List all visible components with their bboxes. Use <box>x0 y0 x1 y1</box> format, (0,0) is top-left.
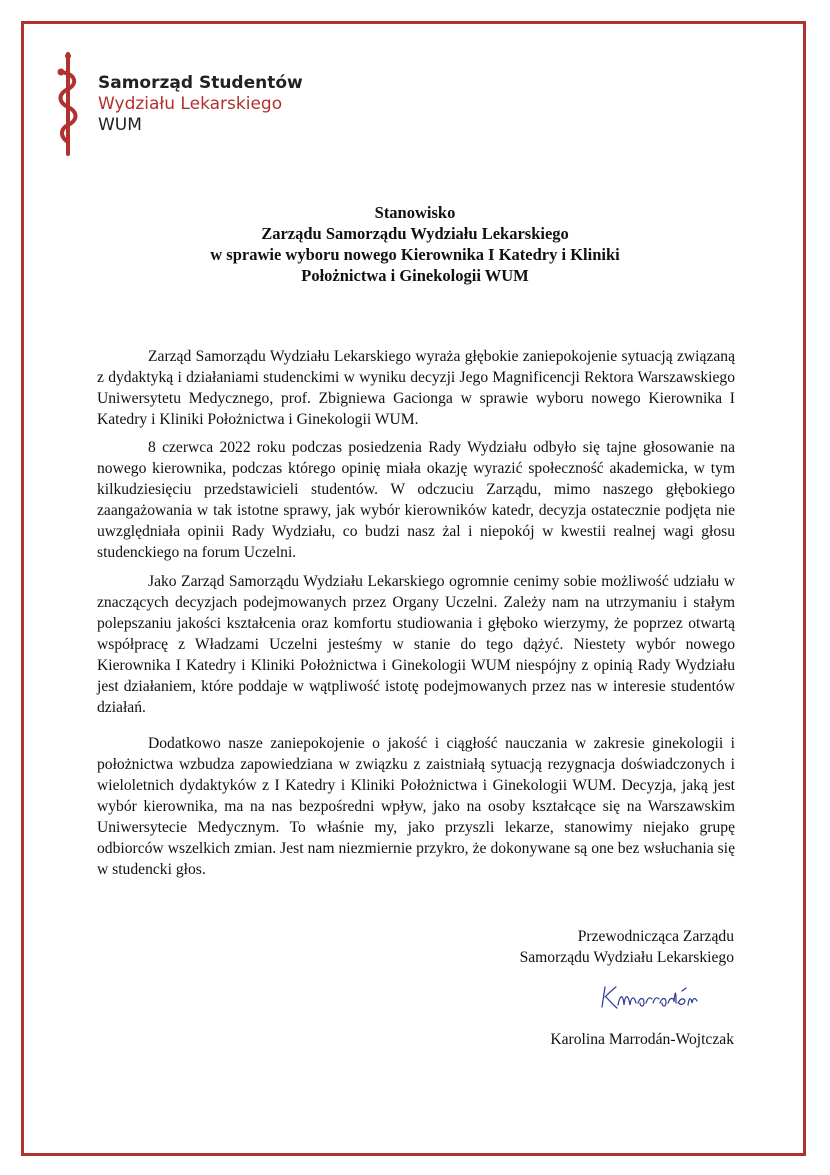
signature-role <box>520 926 734 968</box>
paragraph-text: Jako Zarząd Samorządu Wydziału Lekarskiego ogromnie cenimy sobie możliwość udziału w znaczących decyzjach podejmowanych przez Organy Uczelni. Zależy nam na utrzymaniu i stałym polepszaniu jakości kształcenia oraz komfortu studiowania i głęboko wierzymy, że poprzez otwartą współpracę z Władzami Uczelni jesteśmy w stanie do tego dążyć. Niestety wybór nowego Kierownika I Katedry i Kliniki Położnictwa i Ginekologii WUM niespójny z opinią Rady Wydziału jest działaniem, które poddaje w wątpliwość istotę podejmowanych przez nas w interesie studentów działań. <box>97 573 735 716</box>
handwritten-signature <box>598 983 708 1013</box>
paragraph-3 <box>97 571 735 718</box>
paragraph-1 <box>97 346 735 430</box>
logo-title: Samorząd Studentów <box>98 73 303 93</box>
document-title <box>0 202 830 286</box>
title-line-1: Stanowisko <box>374 203 456 222</box>
role-line-1: Przewodnicząca Zarządu <box>577 928 734 945</box>
logo-wum: WUM <box>98 115 142 135</box>
title-line-2: Zarządu Samorządu Wydziału Lekarskiego <box>261 224 569 243</box>
caduceus-icon <box>52 52 92 156</box>
title-line-4: Położnictwa i Ginekologii WUM <box>301 266 529 285</box>
paragraph-text: Dodatkowo nasze zaniepokojenie o jakość i ciągłość nauczania w zakresie ginekologii i położnictwa wzbudza zapowiedziana w związku z zaistniałą sytuacją rezygnacja doświadczonych i wieloletnich dydaktyków z I Katedry i Kliniki Położnictwa i Ginekologii WUM. Decyzja, jaką jest wybór kierownika, ma na nas bezpośredni wpływ, jako na osoby kształcące się na Warszawskim Uniwersytecie Medycznym. To właśnie my, jako przyszli lekarze, stanowimy niejako grupę odbiorców wszelkich zmian. Jest nam niezmiernie przykro, że dokonywane są one bez wsłuchania się w studencki głos. <box>97 735 735 878</box>
logo <box>52 52 312 156</box>
paragraph-text: Zarząd Samorządu Wydziału Lekarskiego wyraża głębokie zaniepokojenie sytuacją związaną z dydaktyką i działaniami studenckimi w wyniku decyzji Jego Magnificencji Rektora Warszawskiego Uniwersytetu Medycznego, prof. Zbigniewa Gacionga w sprawie wyboru nowego Kierownika I Katedry i Kliniki Położnictwa i Ginekologii WUM. <box>97 348 735 428</box>
title-line-3: w sprawie wyboru nowego Kierownika I Katedry i Kliniki <box>210 245 620 264</box>
paragraph-4 <box>97 733 735 880</box>
paragraph-2 <box>97 437 735 563</box>
signatory-name: Karolina Marrodán-Wojtczak <box>550 1031 734 1048</box>
role-line-2: Samorządu Wydziału Lekarskiego <box>519 949 734 966</box>
paragraph-text: 8 czerwca 2022 roku podczas posiedzenia Rady Wydziału odbyło się tajne głosowanie na nowego kierownika, podczas którego opinię miała okazję wyrazić społeczność akademicka, w tym kilkudziesięciu przedstawicieli studentów. W odczuciu Zarządu, mimo naszego głębokiego zaangażowania w tak istotne sprawy, jak wybór kierowników katedr, decyzja ostatecznie podjęta nie uwzględniała opinii Rady Wydziału, co budzi nasz żal i niepokój w kwestii realnej wagi głosu studenckiego na forum Uczelni. <box>97 439 735 561</box>
logo-subtitle: Wydziału Lekarskiego <box>98 94 283 114</box>
